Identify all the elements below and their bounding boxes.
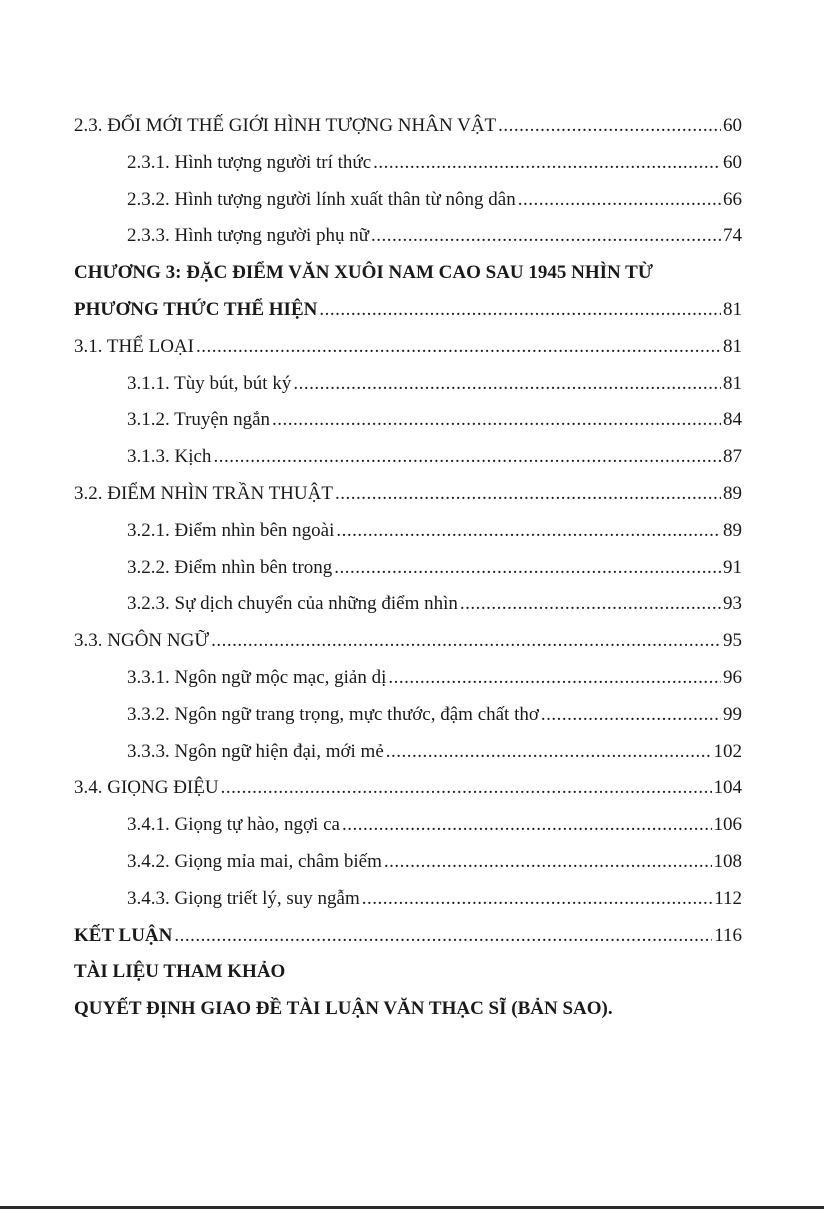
- toc-entry: [74, 439, 742, 476]
- toc-entry: [74, 954, 742, 991]
- toc-entry-page-number: 106: [713, 814, 742, 836]
- table-of-contents: [74, 108, 742, 1028]
- page-bottom-rule: [0, 1206, 824, 1209]
- toc-leader-dots: [460, 586, 721, 623]
- toc-entry-page-number: 81: [723, 335, 742, 357]
- toc-entry: [74, 807, 742, 844]
- toc-leader-dots: [174, 918, 712, 955]
- toc-entry: [74, 255, 742, 292]
- toc-entry-title: 3.3.1. Ngôn ngữ mộc mạc, giản dị: [127, 666, 387, 688]
- toc-entry-title: 3.4.2. Giọng mỉa mai, châm biếm: [127, 850, 382, 872]
- toc-entry: [74, 513, 742, 550]
- toc-entry-title: QUYẾT ĐỊNH GIAO ĐỀ TÀI LUẬN VĂN THẠC SĨ (BẢN SAO).: [74, 998, 613, 1020]
- toc-entry-title: 3.3.3. Ngôn ngữ hiện đại, mới mẻ: [127, 740, 384, 762]
- toc-leader-dots: [541, 697, 721, 734]
- toc-entry-page-number: 96: [723, 666, 742, 688]
- toc-leader-dots: [362, 881, 712, 918]
- toc-entry: [74, 734, 742, 771]
- toc-entry: [74, 108, 742, 145]
- toc-entry: [74, 697, 742, 734]
- toc-entry-title: 3.1. THỂ LOẠI: [74, 335, 194, 357]
- toc-entry-page-number: 66: [723, 188, 742, 210]
- toc-entry-title: TÀI LIỆU THAM KHẢO: [74, 961, 286, 983]
- toc-entry: [74, 623, 742, 660]
- toc-entry: [74, 550, 742, 587]
- toc-entry-page-number: 116: [714, 924, 742, 946]
- toc-leader-dots: [384, 844, 712, 881]
- toc-leader-dots: [272, 402, 721, 439]
- toc-leader-dots: [373, 145, 721, 182]
- toc-leader-dots: [335, 476, 721, 513]
- toc-entry-title: 3.4.3. Giọng triết lý, suy ngẫm: [127, 887, 360, 909]
- toc-entry-title: 3.2.1. Điểm nhìn bên ngoài: [127, 519, 335, 541]
- toc-entry-title: 3.4. GIỌNG ĐIỆU: [74, 777, 219, 799]
- toc-entry-page-number: 87: [723, 446, 742, 468]
- toc-entry-page-number: 108: [713, 850, 742, 872]
- toc-entry: [74, 292, 742, 329]
- toc-entry: [74, 218, 742, 255]
- toc-entry: [74, 918, 742, 955]
- toc-leader-dots: [498, 108, 721, 145]
- toc-entry-title: 3.2.2. Điểm nhìn bên trong: [127, 556, 333, 578]
- toc-entry-title: PHƯƠNG THỨC THỂ HIỆN: [74, 298, 318, 320]
- toc-entry-page-number: 91: [723, 556, 742, 578]
- toc-leader-dots: [319, 292, 721, 329]
- toc-leader-dots: [293, 366, 721, 403]
- toc-entry-page-number: 104: [713, 777, 742, 799]
- toc-leader-dots: [221, 770, 712, 807]
- toc-entry-title: 2.3.3. Hình tượng người phụ nữ: [127, 225, 370, 247]
- toc-leader-dots: [213, 439, 721, 476]
- toc-leader-dots: [371, 218, 721, 255]
- toc-entry-title: 3.4.1. Giọng tự hào, ngợi ca: [127, 814, 340, 836]
- toc-entry-title: 3.2. ĐIỂM NHÌN TRẦN THUẬT: [74, 482, 333, 504]
- toc-entry-page-number: 74: [723, 225, 742, 247]
- toc-entry-title: CHƯƠNG 3: ĐẶC ĐIỂM VĂN XUÔI NAM CAO SAU 1945 NHÌN TỪ: [74, 262, 653, 284]
- toc-entry: [74, 145, 742, 182]
- toc-entry-title: 2.3. ĐỔI MỚI THẾ GIỚI HÌNH TƯỢNG NHÂN VẬT: [74, 115, 497, 136]
- toc-entry: [74, 991, 742, 1028]
- toc-entry-page-number: 95: [723, 630, 742, 652]
- toc-leader-dots: [342, 807, 712, 844]
- toc-entry-page-number: 99: [723, 703, 742, 725]
- toc-leader-dots: [518, 182, 721, 219]
- toc-entry-title: 3.1.3. Kịch: [127, 446, 212, 468]
- toc-entry: [74, 182, 742, 219]
- toc-entry-title: 3.1.1. Tùy bút, bút ký: [127, 372, 292, 394]
- toc-entry: [74, 660, 742, 697]
- toc-entry: [74, 770, 742, 807]
- toc-entry-page-number: 89: [723, 519, 742, 541]
- toc-entry-page-number: 60: [723, 115, 742, 136]
- toc-entry-page-number: 89: [723, 482, 742, 504]
- toc-entry: [74, 366, 742, 403]
- toc-entry: [74, 329, 742, 366]
- toc-entry: [74, 476, 742, 513]
- toc-entry: [74, 844, 742, 881]
- toc-leader-dots: [386, 734, 712, 771]
- toc-leader-dots: [211, 623, 721, 660]
- toc-leader-dots: [336, 513, 721, 550]
- toc-entry-title: 3.1.2. Truyện ngắn: [127, 409, 271, 431]
- toc-entry-title: 2.3.2. Hình tượng người lính xuất thân từ nông dân: [127, 188, 516, 210]
- toc-entry-page-number: 102: [713, 740, 742, 762]
- toc-entry-page-number: 84: [723, 409, 742, 431]
- toc-entry-page-number: 81: [723, 298, 742, 320]
- toc-entry-title: 3.3. NGÔN NGỮ: [74, 630, 210, 652]
- toc-entry-title: KẾT LUẬN: [74, 924, 173, 946]
- toc-entry: [74, 402, 742, 439]
- toc-entry: [74, 586, 742, 623]
- toc-entry-page-number: 112: [714, 887, 742, 909]
- toc-leader-dots: [388, 660, 721, 697]
- toc-entry-title: 3.2.3. Sự dịch chuyển của những điểm nhìn: [127, 593, 458, 615]
- toc-leader-dots: [196, 329, 721, 366]
- toc-entry-page-number: 60: [723, 151, 742, 173]
- toc-entry-page-number: 81: [723, 372, 742, 394]
- toc-entry-page-number: 93: [723, 593, 742, 615]
- toc-entry: [74, 881, 742, 918]
- toc-entry-title: 2.3.1. Hình tượng người trí thức: [127, 151, 372, 173]
- toc-leader-dots: [334, 550, 721, 587]
- toc-entry-title: 3.3.2. Ngôn ngữ trang trọng, mực thước, đậm chất thơ: [127, 703, 539, 725]
